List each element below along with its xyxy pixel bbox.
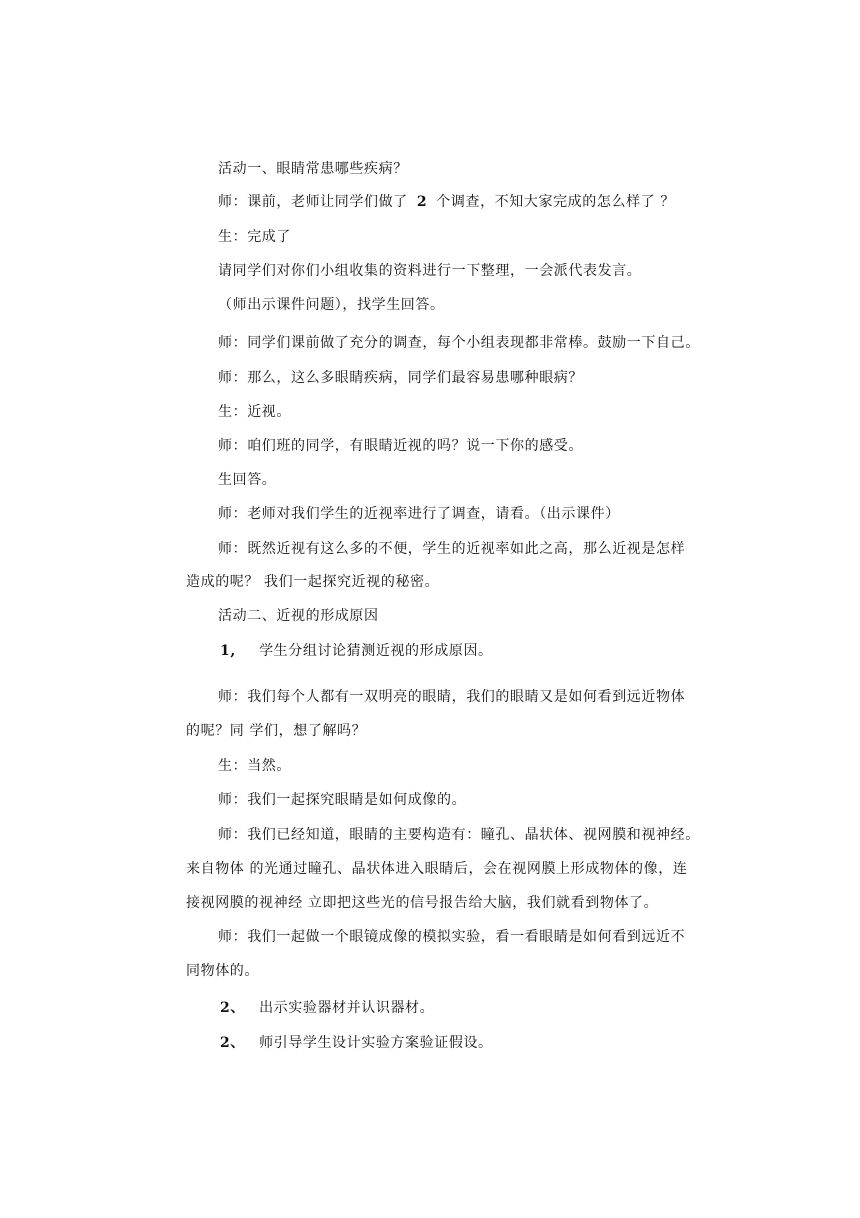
teacher-line-survey-part2: 个调查，不知大家完成的怎么样了 ？ — [436, 194, 675, 210]
courseware-question-line: （师出示课件问题），找学生回答。 — [218, 297, 445, 313]
teacher-line-survey-part1: 师：课前，老师让同学们做了 — [218, 194, 408, 210]
instruction-line: 请同学们对你们小组收集的资料进行一下整理，一会派代表发言。 — [218, 263, 642, 279]
teacher-eyes-2: 的呢？同 学们，想了解吗？ — [186, 723, 367, 739]
teacher-myopia-cause-2: 造成的呢？ 我们一起探究近视的秘密。 — [186, 574, 440, 590]
teacher-class-question: 师：咱们班的同学，有眼睛近视的吗？说一下你的感受。 — [218, 438, 583, 454]
teacher-line-survey — [218, 193, 675, 211]
student-answer-myopia: 生：近视。 — [218, 404, 291, 420]
activity-one-heading: 活动一、眼睛常患哪些疾病？ — [218, 161, 408, 177]
step-two-a-text: 出示实验器材并认识器材。 — [259, 1000, 435, 1016]
step-one-number: 1, — [220, 643, 236, 659]
teacher-experiment-1: 师：我们一起做一个眼镜成像的模拟实验，看一看眼睛是如何看到远近不 — [218, 929, 686, 945]
step-two-b — [220, 1034, 493, 1052]
step-two-a-number: 2、 — [220, 1000, 245, 1016]
student-responds: 生回答。 — [218, 472, 277, 488]
teacher-structure-3: 接视网膜的视神经 立即把这些光的信号报告给大脑，我们就看到物体了。 — [186, 895, 659, 911]
teacher-experiment-2: 同物体的。 — [186, 963, 259, 979]
teacher-survey-rate: 师：老师对我们学生的近视率进行了调查，请看。（出示课件） — [218, 506, 620, 522]
teacher-praise-line: 师：同学们课前做了充分的调查，每个小组表现都非常棒。鼓励一下自己。 — [218, 335, 700, 351]
step-one — [220, 642, 493, 660]
teacher-myopia-cause-1: 师：既然近视有这么多的不便，学生的近视率如此之高，那么近视是怎样 — [218, 541, 686, 557]
teacher-eyes-1: 师：我们每个人都有一双明亮的眼睛，我们的眼睛又是如何看到远近物体 — [218, 689, 686, 705]
activity-two-heading: 活动二、近视的形成原因 — [218, 608, 379, 624]
teacher-explore-imaging: 师：我们一起探究眼睛是如何成像的。 — [218, 792, 467, 808]
step-two-a — [220, 999, 434, 1017]
step-one-text: 学生分组讨论猜测近视的形成原因。 — [259, 643, 493, 659]
student-line-done: 生：完成了 — [218, 229, 291, 245]
teacher-question-line: 师：那么，这么多眼睛疾病，同学们最容易患哪种眼病？ — [218, 370, 583, 386]
step-two-b-text: 师引导学生设计实验方案验证假设。 — [259, 1035, 493, 1051]
step-two-b-number: 2、 — [220, 1035, 245, 1051]
student-of-course: 生：当然。 — [218, 758, 291, 774]
teacher-structure-2: 来自物体 的光通过瞳孔、晶状体进入眼睛后，会在视网膜上形成物体的像，连 — [186, 861, 688, 877]
survey-count: 2 — [416, 194, 428, 210]
teacher-structure-1: 师：我们已经知道，眼睛的主要构造有：瞳孔、晶状体、视网膜和视神经。 — [218, 827, 700, 843]
